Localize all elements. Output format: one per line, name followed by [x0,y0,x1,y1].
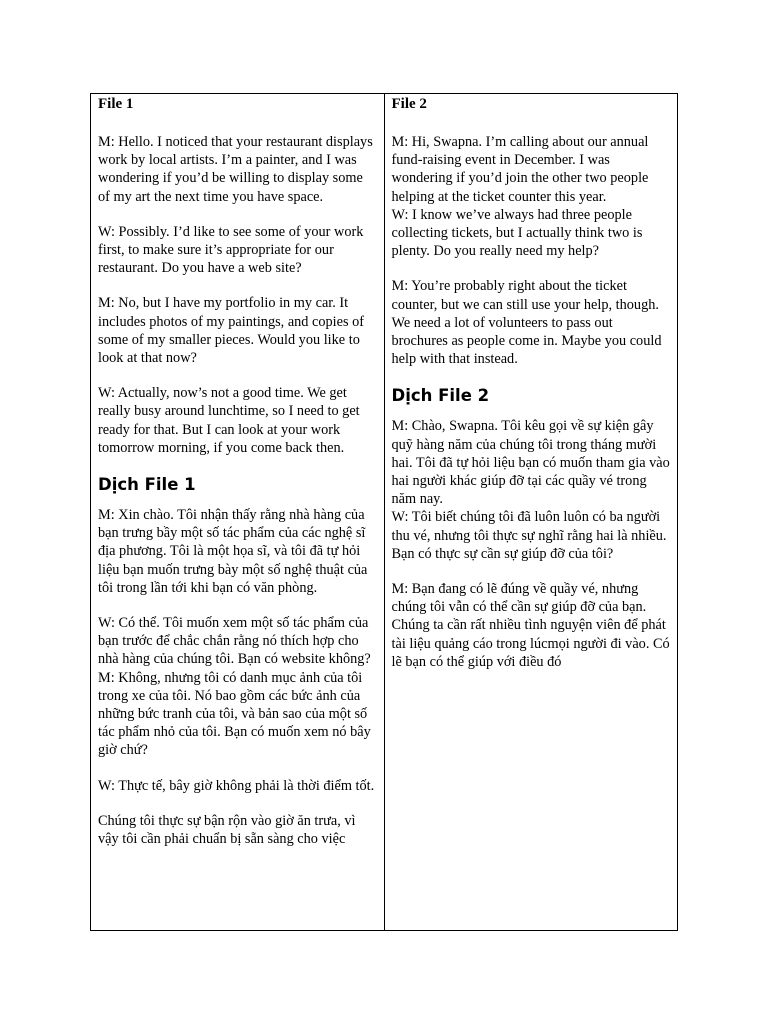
two-column-table [90,93,678,931]
file1-paragraph: M: No, but I have my portfolio in my car. It includes photos of my paintings, and copies of some of my smaller pieces. Would you like to look at that now? [98,295,365,367]
file1-translation-heading: Dịch File 1 [98,475,196,495]
file1-translation-paragraph: W: Có thể. Tôi muốn xem một số tác phẩm của bạn trước để chắc chắn rằng nó thích hợp cho nhà hàng của chúng tôi. Bạn có website không? [98,615,371,668]
file2-column [385,94,678,930]
file2-title: File 2 [391,96,427,112]
file2-translation-paragraph: W: Tôi biết chúng tôi đã luôn luôn có ba người thu vé, nhưng tôi thực sự nghĩ rằng hai là nhiều. Bạn có thực sự cần sự giúp đỡ của tôi? [391,509,667,562]
file1-translation-paragraph: M: Không, nhưng tôi có danh mục ảnh của tôi trong xe của tôi. Nó bao gồm các bức ảnh của những bức tranh của tôi, và bản sao của một số tác phẩm nhỏ của tôi. Bạn có muốn xem nó bây giờ chứ? [98,669,371,759]
file2-translation-paragraph: M: Chào, Swapna. Tôi kêu gọi về sự kiện gây quỹ hàng năm của chúng tôi trong tháng mười hai. Tôi đã tự hỏi liệu bạn có muốn tham gia vào hai người khác giúp đỡ tại các quầy vé trong năm nay. [391,418,670,508]
file2-paragraph: M: Hi, Swapna. I’m calling about our annual fund-raising event in December. I was wondering if you’d join the other two people helping at the ticket counter this year. [391,134,649,205]
file1-paragraph: W: Actually, now’s not a good time. We get really busy around lunchtime, so I need to get ready for that. But I can look at your work tomorrow morning, if you come back then. [98,385,360,456]
file2-paragraph: W: I know we’ve always had three people collecting tickets, but I actually think two is plenty. Do you really need my help? [391,206,643,260]
file1-column [91,94,385,930]
file1-paragraph: M: Hello. I noticed that your restaurant displays work by local artists. I’m a painter, and I was wondering if you’d be willing to display some of my art the next time you have space. [98,134,373,205]
file1-translation-paragraph: M: Xin chào. Tôi nhận thấy rằng nhà hàng của bạn trưng bầy một số tác phẩm của các nghệ sĩ địa phương. Tôi là một họa sĩ, và tôi đã tự hỏi liệu bạn muốn trưng bày một số nghệ thuật của tôi trong lần tới khi bạn có văn phòng. [98,507,368,596]
file2-translation-paragraph: M: Bạn đang có lẽ đúng về quầy vé, nhưng chúng tôi vẫn có thể cần sự giúp đỡ của bạn. Chúng ta cần rất nhiều tình nguyện viên để phát tài liệu quảng cáo trong lúcmọi người đi vào. Có lẽ bạn có thể giúp với điều đó [391,581,670,670]
file1-translation-paragraph: Chúng tôi thực sự bận rộn vào giờ ăn trưa, vì vậy tôi cần phải chuẩn bị sẵn sàng cho việc [98,812,356,848]
file1-title: File 1 [98,96,134,112]
file1-translation-paragraph: W: Thực tế, bây giờ không phải là thời điểm tốt. [98,777,375,794]
file2-paragraph: M: You’re probably right about the ticket counter, but we can still use your help, though. We need a lot of volunteers to pass out brochures as people come in. Maybe you could help with that instead. [391,278,662,368]
file2-translation-heading: Dịch File 2 [391,386,490,406]
file1-paragraph: W: Possibly. I’d like to see some of your work first, to make sure it’s appropriate for our restaurant. Do you have a web site? [98,223,364,277]
